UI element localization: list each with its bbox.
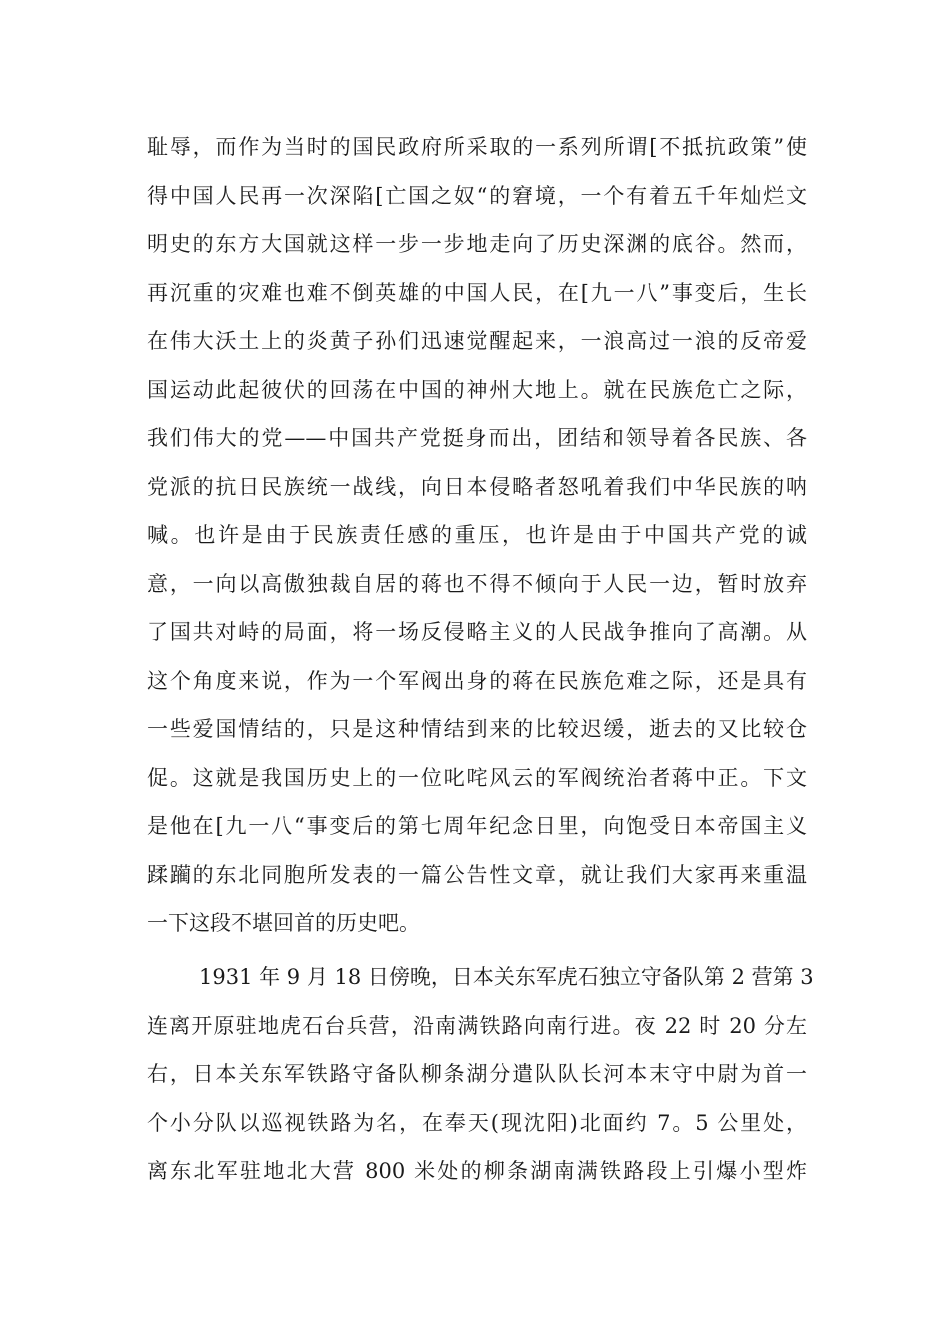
text-line: 一下这段不堪回首的历史吧。 [147,911,420,935]
text-line: 个小分队以巡视铁路为名，在奉天(现沈阳)北面约 7。5 公里处， [147,1110,807,1135]
text-line: 连离开原驻地虎石台兵营，沿南满铁路向南行进。夜 22 时 20 分左 [147,1013,807,1038]
text-line: 明史的东方大国就这样一步一步地走向了历史深渊的底谷。然而， [147,232,807,256]
text-line: 促。这就是我国历史上的一位叱咤风云的军阀统治者蒋中正。下文 [147,765,807,790]
text-line: 是他在[九一八“事变后的第七周年纪念日里，向饱受日本帝国主义 [147,814,807,838]
paragraph-1 [147,123,807,948]
text-line: 右，日本关东军铁路守备队柳条湖分遣队队长河本末守中尉为首一 [147,1062,807,1086]
text-line: 一些爱国情结的，只是这种情结到来的比较迟缓，逝去的又比较仓 [147,717,807,741]
text-line: 1931 年 9 月 18 日傍晚，日本关东军虎石独立守备队第 2 营第 3 [199,965,814,989]
text-line: 再沉重的灾难也难不倒英雄的中国人民，在[九一八”事变后，生长 [147,280,807,305]
text-line: 国运动此起彼伏的回荡在中国的神州大地上。就在民族危亡之际， [147,377,807,402]
text-line: 得中国人民再一次深陷[亡国之奴“的窘境，一个有着五千年灿烂文 [147,183,807,208]
text-line: 喊。也许是由于民族责任感的重压，也许是由于中国共产党的诚 [147,523,807,547]
paragraph-2 [147,953,814,1196]
text-line: 这个角度来说，作为一个军阀出身的蒋在民族危难之际，还是具有 [147,668,807,693]
text-line: 在伟大沃土上的炎黄子孙们迅速觉醒起来，一浪高过一浪的反帝爱 [147,329,807,353]
text-line: 我们伟大的党——中国共产党挺身而出，团结和领导着各民族、各 [147,426,807,450]
text-line: 党派的抗日民族统一战线，向日本侵略者怒吼着我们中华民族的呐 [147,474,807,499]
text-line: 蹂躏的东北同胞所发表的一篇公告性文章，就让我们大家再来重温 [147,862,807,887]
text-line: 耻辱，而作为当时的国民政府所采取的一系列所谓[不抵抗政策”使 [147,135,807,159]
text-line: 意，一向以高傲独裁自居的蒋也不得不倾向于人民一边，暂时放弃 [147,571,807,596]
text-line: 了国共对峙的局面，将一场反侵略主义的人民战争推向了高潮。从 [147,620,807,644]
text-line: 离东北军驻地北大营 800 米处的柳条湖南满铁路段上引爆小型炸 [147,1159,807,1183]
